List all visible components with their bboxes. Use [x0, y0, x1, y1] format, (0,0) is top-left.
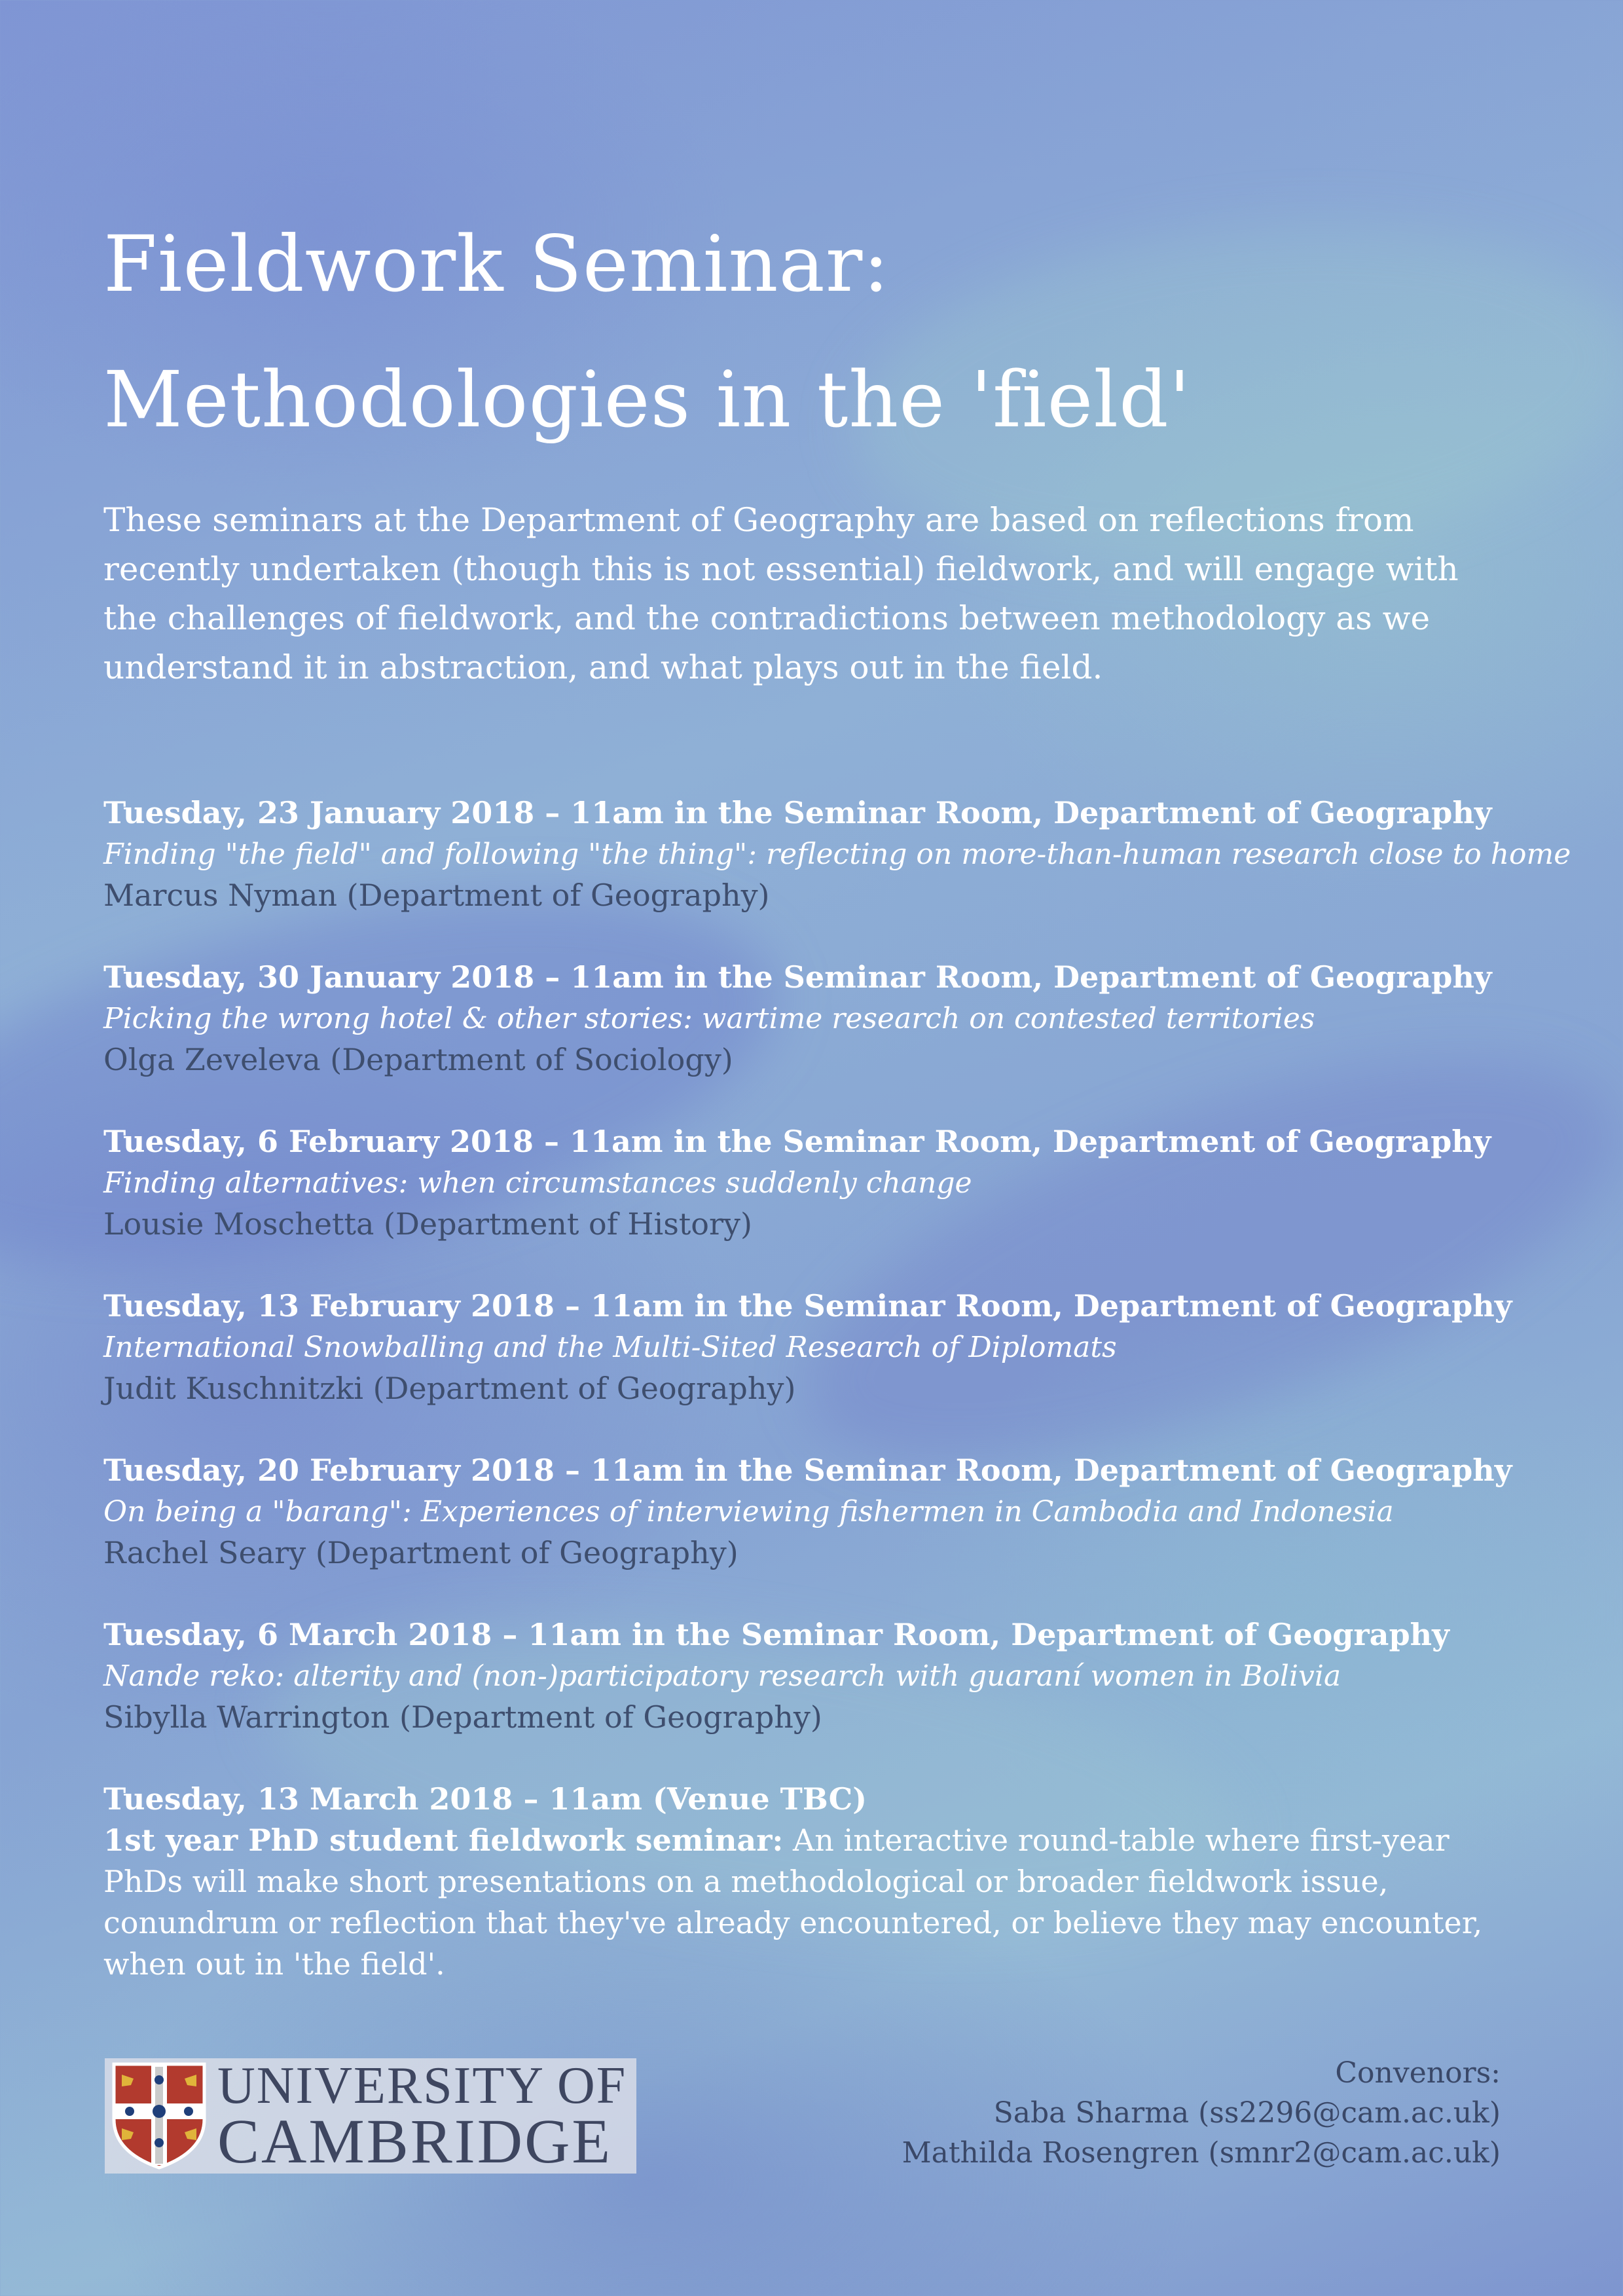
session-speaker: Sibylla Warrington (Department of Geography)	[103, 1699, 822, 1735]
session-speaker: Lousie Moschetta (Department of History)	[103, 1206, 752, 1242]
title-line-2: Methodologies in the 'field'	[103, 354, 1192, 445]
session-talk-title: On being a "barang": Experiences of interviewing fishermen in Cambodia and Indonesia	[103, 1495, 1394, 1528]
session-item	[103, 1614, 1531, 1738]
session-heading: Tuesday, 20 February 2018 – 11am in the Seminar Room, Department of Geography	[103, 1453, 1512, 1488]
session-label: 1st year PhD student fieldwork seminar:	[103, 1823, 784, 1858]
cambridge-crest-icon	[110, 2060, 208, 2172]
session-talk-title: Finding "the field" and following "the thing": reflecting on more-than-human research close to home	[103, 838, 1571, 871]
title-line-1: Fieldwork Seminar:	[103, 219, 890, 309]
session-item	[103, 1121, 1531, 1245]
session-speaker: Rachel Seary (Department of Geography)	[103, 1535, 739, 1570]
session-speaker: Olga Zeveleva (Department of Sociology)	[103, 1042, 733, 1077]
session-heading: Tuesday, 13 March 2018 – 11am (Venue TBC)	[103, 1781, 867, 1817]
session-heading: Tuesday, 6 March 2018 – 11am in the Seminar Room, Department of Geography	[103, 1617, 1450, 1652]
session-heading: Tuesday, 30 January 2018 – 11am in the Seminar Room, Department of Geography	[103, 959, 1492, 995]
university-logo	[105, 2058, 636, 2174]
session-description-text: An interactive round-table where first-year PhDs will make short presentations on a methodological or broader fieldwork issue, conundrum or reflection that they've already encountered, or believe they may encounter, when out in 'the field'.	[103, 1823, 1483, 1982]
session-list	[103, 792, 1571, 2026]
session-heading: Tuesday, 23 January 2018 – 11am in the Seminar Room, Department of Geography	[103, 795, 1492, 830]
session-speaker: Marcus Nyman (Department of Geography)	[103, 878, 770, 913]
convenors-label: Convenors:	[1335, 2056, 1501, 2090]
session-item	[103, 957, 1531, 1081]
session-item	[103, 792, 1571, 916]
intro-paragraph: These seminars at the Department of Geography are based on reflections from recently undertaken (though this is not essential) fieldwork, and will engage with the challenges of fieldwork, and the contradictions between methodology as we understand it in abstraction, and what plays out in the field.	[103, 501, 1459, 686]
page-title	[103, 196, 1191, 468]
session-heading: Tuesday, 13 February 2018 – 11am in the Seminar Room, Department of Geography	[103, 1288, 1512, 1324]
convenor-contact: Mathilda Rosengren (smnr2@cam.ac.uk)	[902, 2136, 1501, 2170]
convenor-contact: Saba Sharma (ss2296@cam.ac.uk)	[993, 2096, 1501, 2130]
session-description	[103, 1820, 1531, 1985]
session-talk-title: Finding alternatives: when circumstances suddenly change	[103, 1166, 972, 1200]
logo-line-2: CAMBRIDGE	[217, 2106, 613, 2176]
session-talk-title: Nande reko: alterity and (non-)participatory research with guaraní women in Bolivia	[103, 1659, 1341, 1693]
session-talk-title: Picking the wrong hotel & other stories: wartime research on contested territories	[103, 1002, 1315, 1035]
session-item	[103, 1286, 1531, 1409]
convenors-block	[902, 2053, 1501, 2173]
session-talk-title: International Snowballing and the Multi-Sited Research of Diplomats	[103, 1331, 1117, 1364]
session-speaker: Judit Kuschnitzki (Department of Geography)	[103, 1371, 796, 1406]
final-session-item	[103, 1779, 1531, 1985]
logo-line-1: UNIVERSITY OF	[217, 2057, 627, 2115]
session-item	[103, 1450, 1531, 1574]
session-heading: Tuesday, 6 February 2018 – 11am in the Seminar Room, Department of Geography	[103, 1124, 1491, 1159]
